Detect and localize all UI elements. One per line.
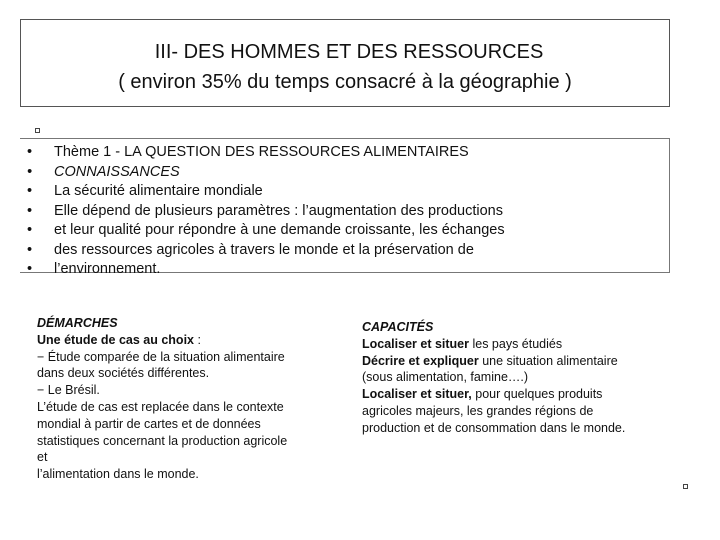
connaissances-text-line: • des ressources agricoles à travers le monde et la préservation de [20, 241, 505, 261]
capacites-item-2 [362, 353, 672, 370]
title-box [20, 19, 670, 107]
capacites-item-3-bold: Localiser et situer, [362, 387, 472, 402]
capacites-item-2-bold: Décrire et expliquer [362, 353, 479, 368]
capacites-item-2-rest: une situation alimentaire [478, 353, 618, 368]
title-line-1: III- DES HOMMES ET DES RESSOURCES [154, 41, 544, 63]
capacites-item-3 [362, 386, 672, 403]
demarches-line: statistiques concernant la production agricole [37, 433, 288, 448]
theme-box [20, 138, 670, 277]
capacites-item-3-rest: pour quelques produits [471, 387, 603, 402]
theme-title: • Thème 1 - LA QUESTION DES RESSOURCES ALIMENTAIRES [20, 143, 505, 163]
demarches-line: dans deux sociétés différentes. [37, 366, 210, 381]
demarches-intro-bold: Une étude de cas au choix [37, 332, 194, 347]
capacites-heading: CAPACITÉS [362, 320, 434, 334]
connaissances-topic: • La sécurité alimentaire mondiale [20, 182, 505, 202]
capacites-section [362, 319, 672, 437]
demarches-intro-rest: : [194, 332, 201, 347]
theme-bullet-list [20, 143, 505, 280]
capacites-item-1 [362, 336, 672, 353]
demarches-section [37, 315, 327, 483]
selection-handle-icon [683, 484, 688, 489]
connaissances-text-line: • et leur qualité pour répondre à une demande croissante, les échanges [20, 221, 505, 241]
demarches-line: et [37, 450, 48, 465]
capacites-item-1-bold: Localiser et situer [362, 336, 469, 351]
demarches-heading: DÉMARCHES [37, 316, 118, 330]
capacites-item-3-line: production et de consommation dans le monde. [362, 420, 626, 435]
demarches-intro [37, 332, 327, 349]
demarches-line: − Le Brésil. [37, 383, 100, 398]
title-line-2: ( environ 35% du temps consacré à la géographie ) [118, 71, 572, 93]
demarches-line: mondial à partir de cartes et de données [37, 416, 261, 431]
demarches-line: l’alimentation dans le monde. [37, 467, 199, 482]
demarches-line: L’étude de cas est replacée dans le contexte [37, 399, 284, 414]
selection-handle-icon [35, 128, 40, 133]
connaissances-heading: • CONNAISSANCES [20, 163, 505, 183]
connaissances-text-line: • l’environnement. [20, 260, 505, 280]
capacites-item-3-line: agricoles majeurs, les grandes régions de [362, 403, 594, 418]
connaissances-text-line: • Elle dépend de plusieurs paramètres : l’augmentation des productions [20, 202, 505, 222]
capacites-item-1-rest: les pays étudiés [469, 336, 563, 351]
capacites-item-2-line: (sous alimentation, famine….) [362, 370, 529, 385]
demarches-line: − Étude comparée de la situation alimentaire [37, 349, 285, 364]
